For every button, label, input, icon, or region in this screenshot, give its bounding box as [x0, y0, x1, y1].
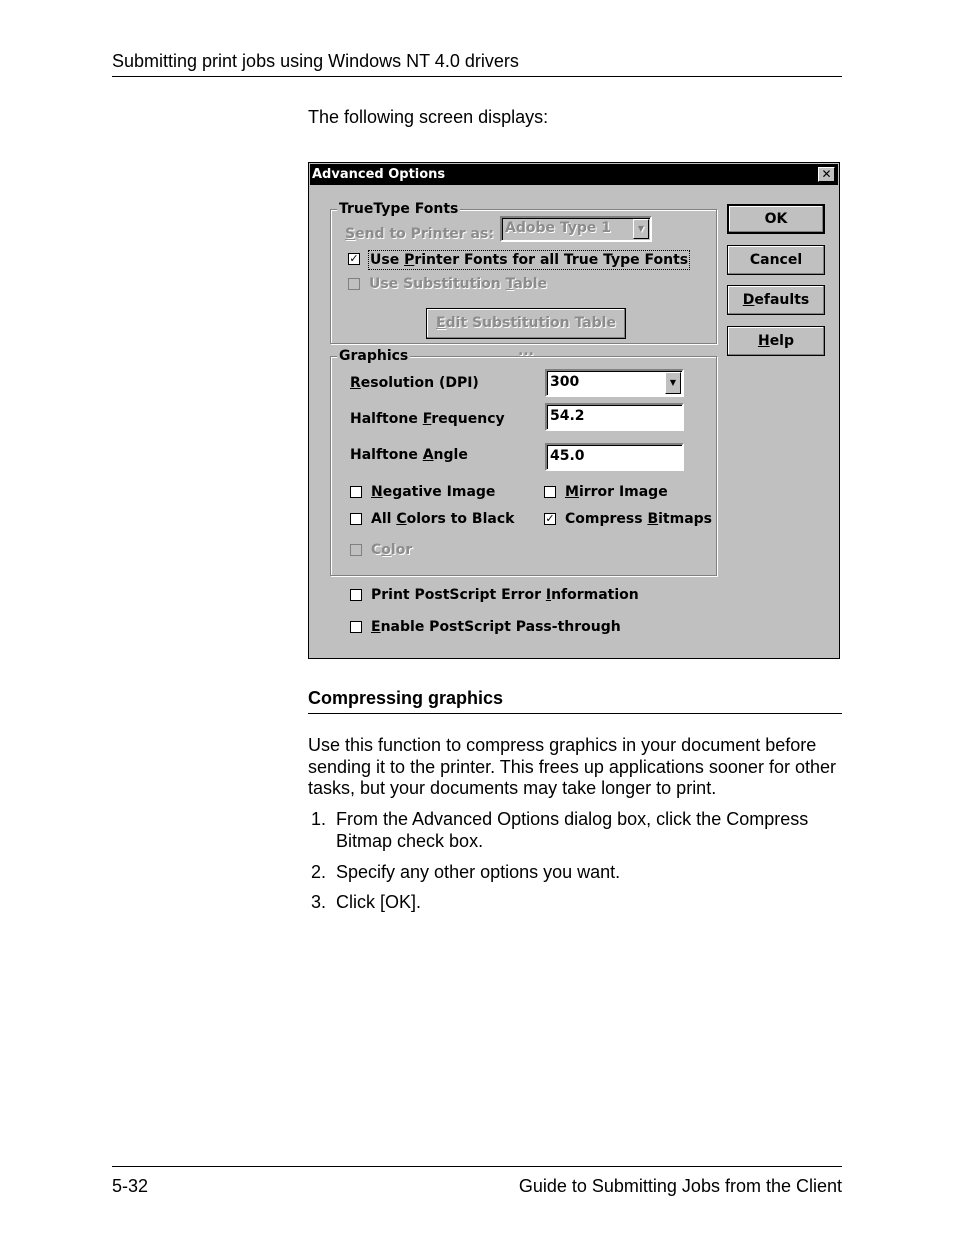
compress-bitmaps-label[interactable]: Compress Bitmaps [565, 511, 713, 527]
header-rule [112, 76, 842, 77]
compress-bitmaps-checkbox[interactable]: ✓ [545, 512, 555, 525]
print-ps-error-checkbox[interactable] [350, 589, 362, 601]
use-substitution-checkbox[interactable] [348, 278, 360, 290]
defaults-button[interactable]: Defaults [727, 285, 825, 315]
step-number: 3. [311, 892, 327, 912]
running-header: Submitting print jobs using Windows NT 4.0 drivers [112, 51, 519, 71]
page-number: 5-32 [112, 1176, 149, 1196]
send-to-printer-select[interactable] [500, 216, 652, 242]
use-printer-fonts-label[interactable]: Use Printer Fonts for all True Type Fonts [370, 252, 689, 268]
cancel-button[interactable]: Cancel [727, 245, 825, 275]
dialog-title: Advanced Options [312, 167, 446, 182]
section-rule [308, 713, 842, 714]
footer-book-title: Guide to Submitting Jobs from the Client [518, 1176, 842, 1196]
step-number: 2. [311, 862, 327, 882]
chevron-down-icon[interactable]: ▼ [633, 219, 649, 239]
send-to-printer-value: Adobe Type 1 [505, 220, 612, 236]
use-printer-fonts-checkbox[interactable]: ✓ [349, 252, 359, 265]
step-number: 1. [311, 809, 327, 829]
halftone-angle-label: Halftone Angle [350, 447, 468, 463]
step-text: Specify any other options you want. [336, 862, 621, 882]
color-label[interactable]: Color [371, 542, 413, 558]
enable-ps-passthrough-label[interactable]: Enable PostScript Pass-through [371, 619, 621, 635]
resolution-label: Resolution (DPI) [350, 375, 479, 391]
negative-image-label[interactable]: Negative Image [371, 484, 496, 500]
graphics-legend: Graphics [339, 348, 409, 364]
advanced-options-dialog [308, 162, 840, 659]
resolution-select[interactable] [545, 369, 684, 397]
color-checkbox[interactable] [350, 544, 362, 556]
use-substitution-label[interactable]: Use Substitution Table [369, 276, 548, 292]
all-colors-black-label[interactable]: All Colors to Black [371, 511, 515, 527]
dialog-title-bar [310, 164, 838, 185]
intro-text: The following screen displays: [308, 107, 549, 127]
enable-ps-passthrough-checkbox[interactable] [350, 621, 362, 633]
ok-button[interactable]: OK [727, 204, 825, 234]
all-colors-black-checkbox[interactable] [350, 513, 362, 525]
edit-substitution-table-button[interactable]: Edit Substitution Table ... [426, 308, 626, 339]
halftone-frequency-input[interactable]: 54.2 [545, 403, 684, 431]
negative-image-checkbox[interactable] [350, 486, 362, 498]
step-text: Click [OK]. [336, 892, 422, 912]
halftone-frequency-label: Halftone Frequency [350, 411, 505, 427]
footer-rule [112, 1166, 842, 1167]
mirror-image-label[interactable]: Mirror Image [565, 484, 668, 500]
help-button[interactable]: Help [727, 326, 825, 356]
chevron-down-icon[interactable]: ▼ [665, 372, 681, 394]
section-heading: Compressing graphics [308, 688, 504, 708]
truetype-fonts-legend: TrueType Fonts [339, 201, 459, 217]
send-to-printer-label: Send to Printer as: [345, 226, 494, 242]
section-paragraph: Use this function to compress graphics in your document before sending it to the printer. This frees up applications sooner for other tasks, but your documents may take longer to print. [308, 735, 836, 798]
step-text: From the Advanced Options dialog box, click the Compress Bitmap check box. [336, 809, 809, 851]
mirror-image-checkbox[interactable] [544, 486, 556, 498]
print-ps-error-label[interactable]: Print PostScript Error Information [371, 587, 639, 603]
close-icon[interactable]: ✕ [818, 167, 835, 182]
halftone-angle-input[interactable]: 45.0 [545, 443, 684, 471]
resolution-value: 300 [550, 374, 580, 390]
